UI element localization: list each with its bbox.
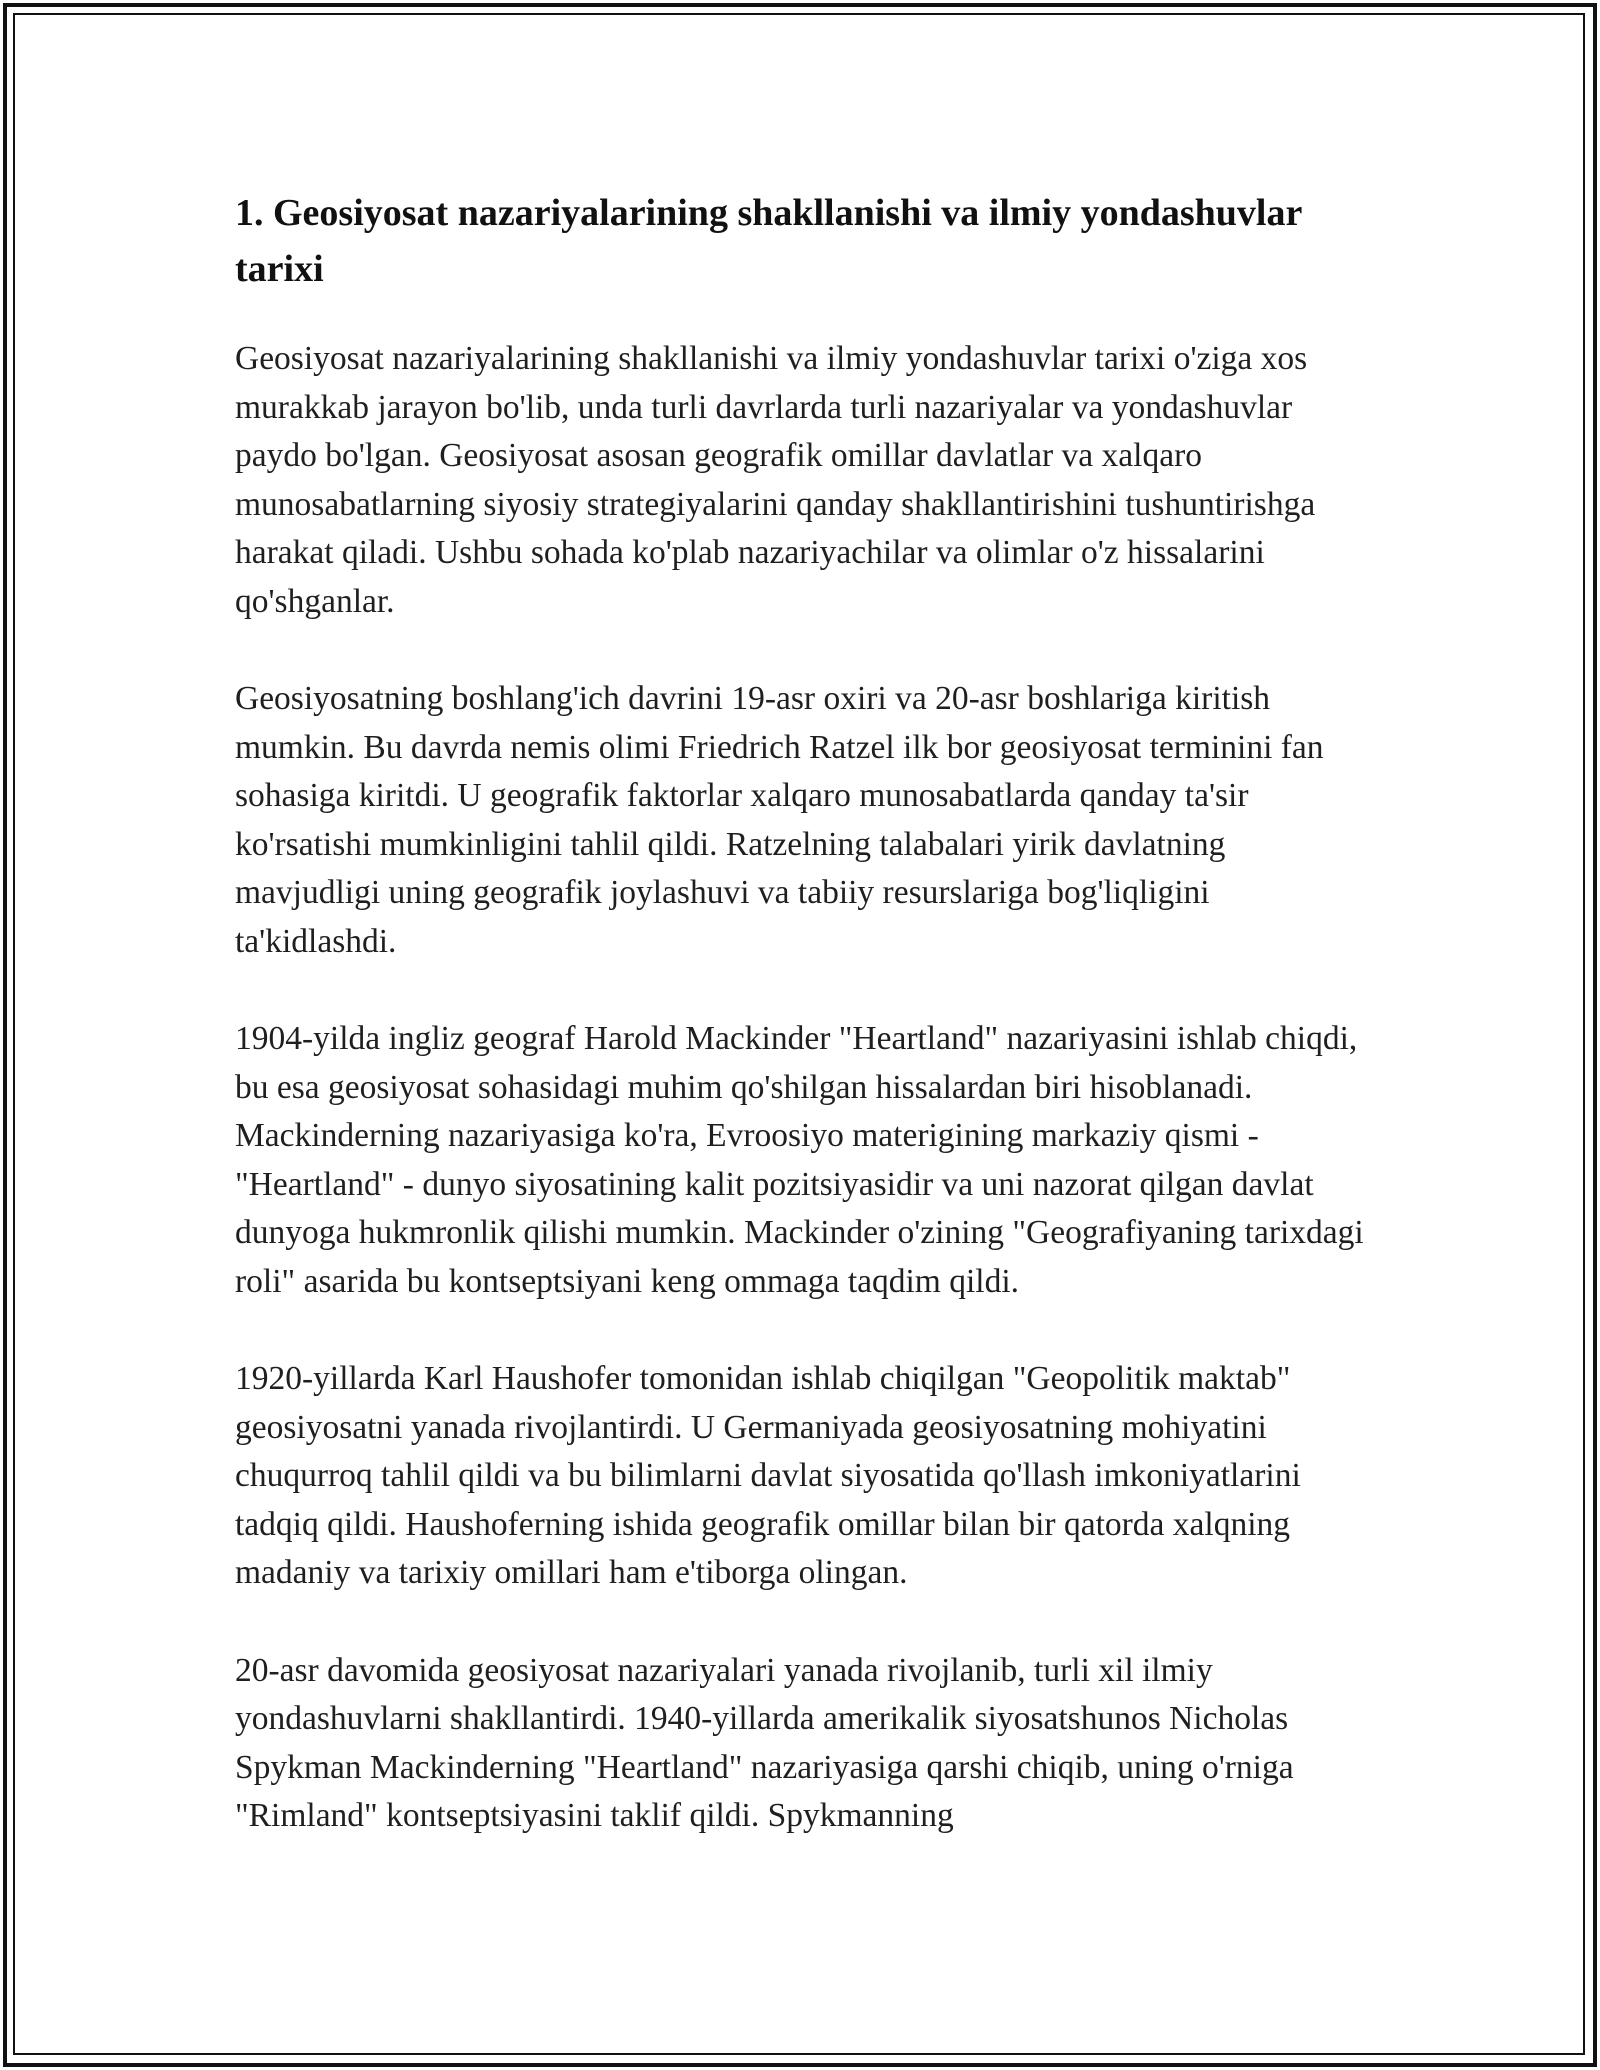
paragraph-1: Geosiyosat nazariyalarining shakllanishi va ilmiy yondashuvlar tarixi o'ziga xos murakkab jarayon bo'lib, unda turli davrlarda turli nazariyalar va yondashuvlar paydo bo'lgan. Geosiyosat asosan geografik omillar davlatlar va xalqaro munosabatlarning siyosiy strategiyalarini qanday shakllantirishini tushuntirishga harakat qiladi. Ushbu sohada ko'plab nazariyachilar va olimlar o'z hissalarini qo'shganlar. xyxy=(235,340,1316,620)
paragraph-2: Geosiyosatning boshlang'ich davrini 19-asr oxiri va 20-asr boshlariga kiritish mumkin. Bu davrda nemis olimi Friedrich Ratzel ilk bor geosiyosat terminini fan sohasiga kiritdi. U geografik faktorlar xalqaro munosabatlarda qanday ta'sir ko'rsatishi mumkinligini tahlil qildi. Ratzelning talabalari yirik davlatning mavjudligi uning geografik joylashuvi va tabiiy resurslariga bog'liqligini ta'kidlashdi. xyxy=(235,680,1324,960)
paragraph-5: 20-asr davomida geosiyosat nazariyalari yanada rivojlanib, turli xil ilmiy yondashuvlarni shakllantirdi. 1940-yillarda amerikalik siyosatshunos Nicholas Spykman Mackinderning "Heartland" nazariyasiga qarshi chiqib, uning o'rniga "Rimland" kontseptsiyasini taklif qildi. Spykmanning xyxy=(235,1651,1294,1834)
paragraph-3: 1904-yilda ingliz geograf Harold Mackinder "Heartland" nazariyasini ishlab chiqdi, bu esa geosiyosat sohasidagi muhim qo'shilgan hissalardan biri hisoblanadi. Mackinderning nazariyasiga ko'ra, Evroosiyo materigining markaziy qismi - "Heartland" - dunyo siyosatining kalit pozitsiyasidir va uni nazorat qilgan davlat dunyoga hukmronlik qilishi mumkin. Mackinder o'zining "Geografiyaning tarixdagi roli" asarida bu kontseptsiyani keng ommaga taqdim qildi. xyxy=(235,1020,1364,1300)
paragraph-4: 1920-yillarda Karl Haushofer tomonidan ishlab chiqilgan "Geopolitik maktab" geosiyosatni yanada rivojlantirdi. U Germaniyada geosiyosatning mohiyatini chuqurroq tahlil qildi va bu bilimlarni davlat siyosatida qo'llash imkoniyatlarini tadqiq qildi. Haushoferning ishida geografik omillar bilan bir qatorda xalqning madaniy va tarixiy omillari ham e'tiborga olingan. xyxy=(235,1360,1301,1591)
section-heading: 1. Geosiyosat nazariyalarining shakllanishi va ilmiy yondashuvlar tarixi xyxy=(235,192,1302,290)
document-page xyxy=(235,185,1370,1890)
